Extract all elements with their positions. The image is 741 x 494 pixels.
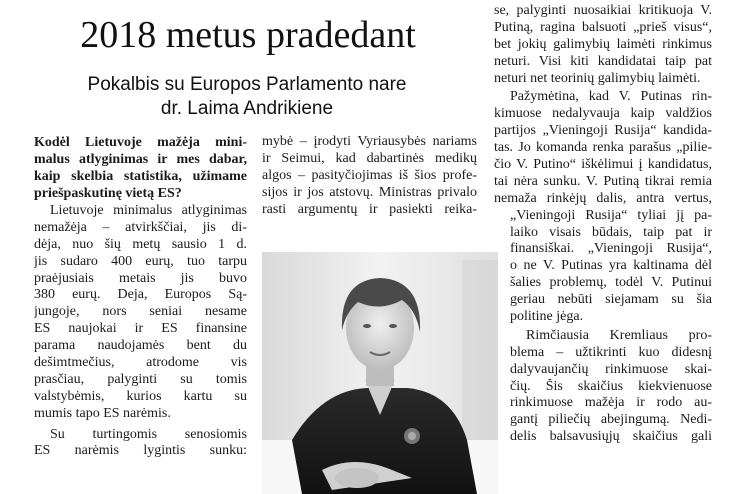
article-subtitle xyxy=(40,73,454,121)
body-line: dešimtmečius, atrodome vis xyxy=(34,355,247,371)
body-line: tai nėra sunku. V. Putiną tikrai remia xyxy=(494,173,712,189)
body-line: politine jėga. xyxy=(510,309,584,325)
column-3-body xyxy=(494,3,712,446)
body-line: valstybėmis, kurios kartu su xyxy=(34,388,247,404)
body-line: blema – užtikrinti kuo didesnį xyxy=(510,344,712,360)
body-line: algos – pasityčiojimas iš šios profe- xyxy=(262,167,477,183)
body-line: čio V. Putino“ iškėlimui į kandidatus, xyxy=(494,157,712,173)
body-line: ir Seimui, kad dabartinės medikų xyxy=(262,150,477,166)
body-line: o ne V. Putinas yra kaltinama dėl xyxy=(510,258,712,274)
body-line: Su turtingomis senosiomis xyxy=(50,426,247,442)
body-line: ES narėmis lygintis sunku: xyxy=(34,443,247,459)
lead-line: malus atlyginimas ir mes dabar, xyxy=(34,151,247,167)
body-line: jis sudaro 400 eurų, tuo tarpu xyxy=(34,253,247,269)
body-line: Putiną, ragina balsuoti „prieš visus“, xyxy=(494,19,712,35)
body-line: rinkimuose mažėja ir rodo au- xyxy=(510,395,712,411)
lead-line: priešpaskutinę vietą ES? xyxy=(34,185,182,201)
body-line: neturi. Visi kiti kandidatai taip pat xyxy=(494,53,712,69)
body-line: dalyvaujančių rinkimuose skai- xyxy=(510,361,712,377)
body-line: delis balsavusiųjų skaičius gali xyxy=(510,429,712,445)
subtitle-line: Pokalbis su Europos Parlamento nare xyxy=(87,74,407,95)
subtitle-line: dr. Laima Andrikiene xyxy=(160,98,334,119)
body-line: neturi net teorinių galimybių laimėti. xyxy=(494,70,701,86)
body-line: rasti argumentų ir pasiekti reika- xyxy=(262,201,477,217)
body-line: partijos „Vieningoji Rusija“ kandida- xyxy=(494,123,712,139)
body-line: geriau nebūti siejamam su šia xyxy=(510,292,712,308)
body-line: bet jokių galimybių laimėti rinkimus xyxy=(494,36,712,52)
body-line: laiko visais būdais, taip pat ir xyxy=(510,224,712,240)
column-2-body xyxy=(262,134,477,218)
column-1-lead xyxy=(34,135,247,203)
body-line: parama naudojamės bent du xyxy=(34,338,247,354)
body-line: sijos ir jos atstovų. Ministras privalo xyxy=(262,184,477,200)
body-line: 380 eurų. Deja, Europos Są- xyxy=(34,287,247,303)
body-line: dėja, nuo šių metų sausio 1 d. xyxy=(34,236,247,252)
body-line: Pažymėtina, kad V. Putinas rin- xyxy=(510,89,712,105)
body-line: praėjusiais metais jis buvo xyxy=(34,270,247,286)
body-line: Lietuvoje minimalus atlyginimas xyxy=(50,203,247,218)
body-line: mumis tapo ES narėmis. xyxy=(34,405,171,421)
portrait-photo xyxy=(262,240,498,494)
body-line: nemažėja – atvirkščiai, jis di- xyxy=(34,219,247,235)
body-line: „Vieningoji Rusija“ tyliai jį pa- xyxy=(510,207,712,223)
body-line: ES naujokai ir ES finansine xyxy=(34,321,247,337)
body-line: tas. Jo komanda renka parašus „pilie- xyxy=(494,140,712,156)
body-line: se, palyginti nuosaikiai kritikuoja V. xyxy=(494,3,712,18)
lead-line: Kodėl Lietuvoje mažėja mini- xyxy=(34,135,247,150)
body-line: finansiškai. „Vieningoji Rusija“, xyxy=(510,241,712,257)
body-line: čių. Šis skaičius kiekvienuose xyxy=(510,378,712,394)
body-line: jungoje, nors seniai nesame xyxy=(34,304,247,320)
column-1-body xyxy=(34,203,247,460)
body-line: kimuose nedalyvauja kaip valdžios xyxy=(494,106,712,122)
body-line: šalies problemų, todėl V. Putinui xyxy=(510,275,712,291)
article-title: 2018 metus pradedant xyxy=(80,14,416,56)
body-line: prasčiau, palyginti su tomis xyxy=(34,371,247,387)
lead-line: kaip skelbia statistika, užimame xyxy=(34,168,247,184)
body-line: mybė – įrodyti Vyriausybės nariams xyxy=(262,134,477,149)
body-line: gantį piliečių abejingumą. Nedi- xyxy=(510,412,712,428)
body-line: Rimčiausia Kremliaus pro- xyxy=(526,327,712,343)
body-line: nemaža rinkėjų dalis, antra vertus, xyxy=(494,190,712,206)
